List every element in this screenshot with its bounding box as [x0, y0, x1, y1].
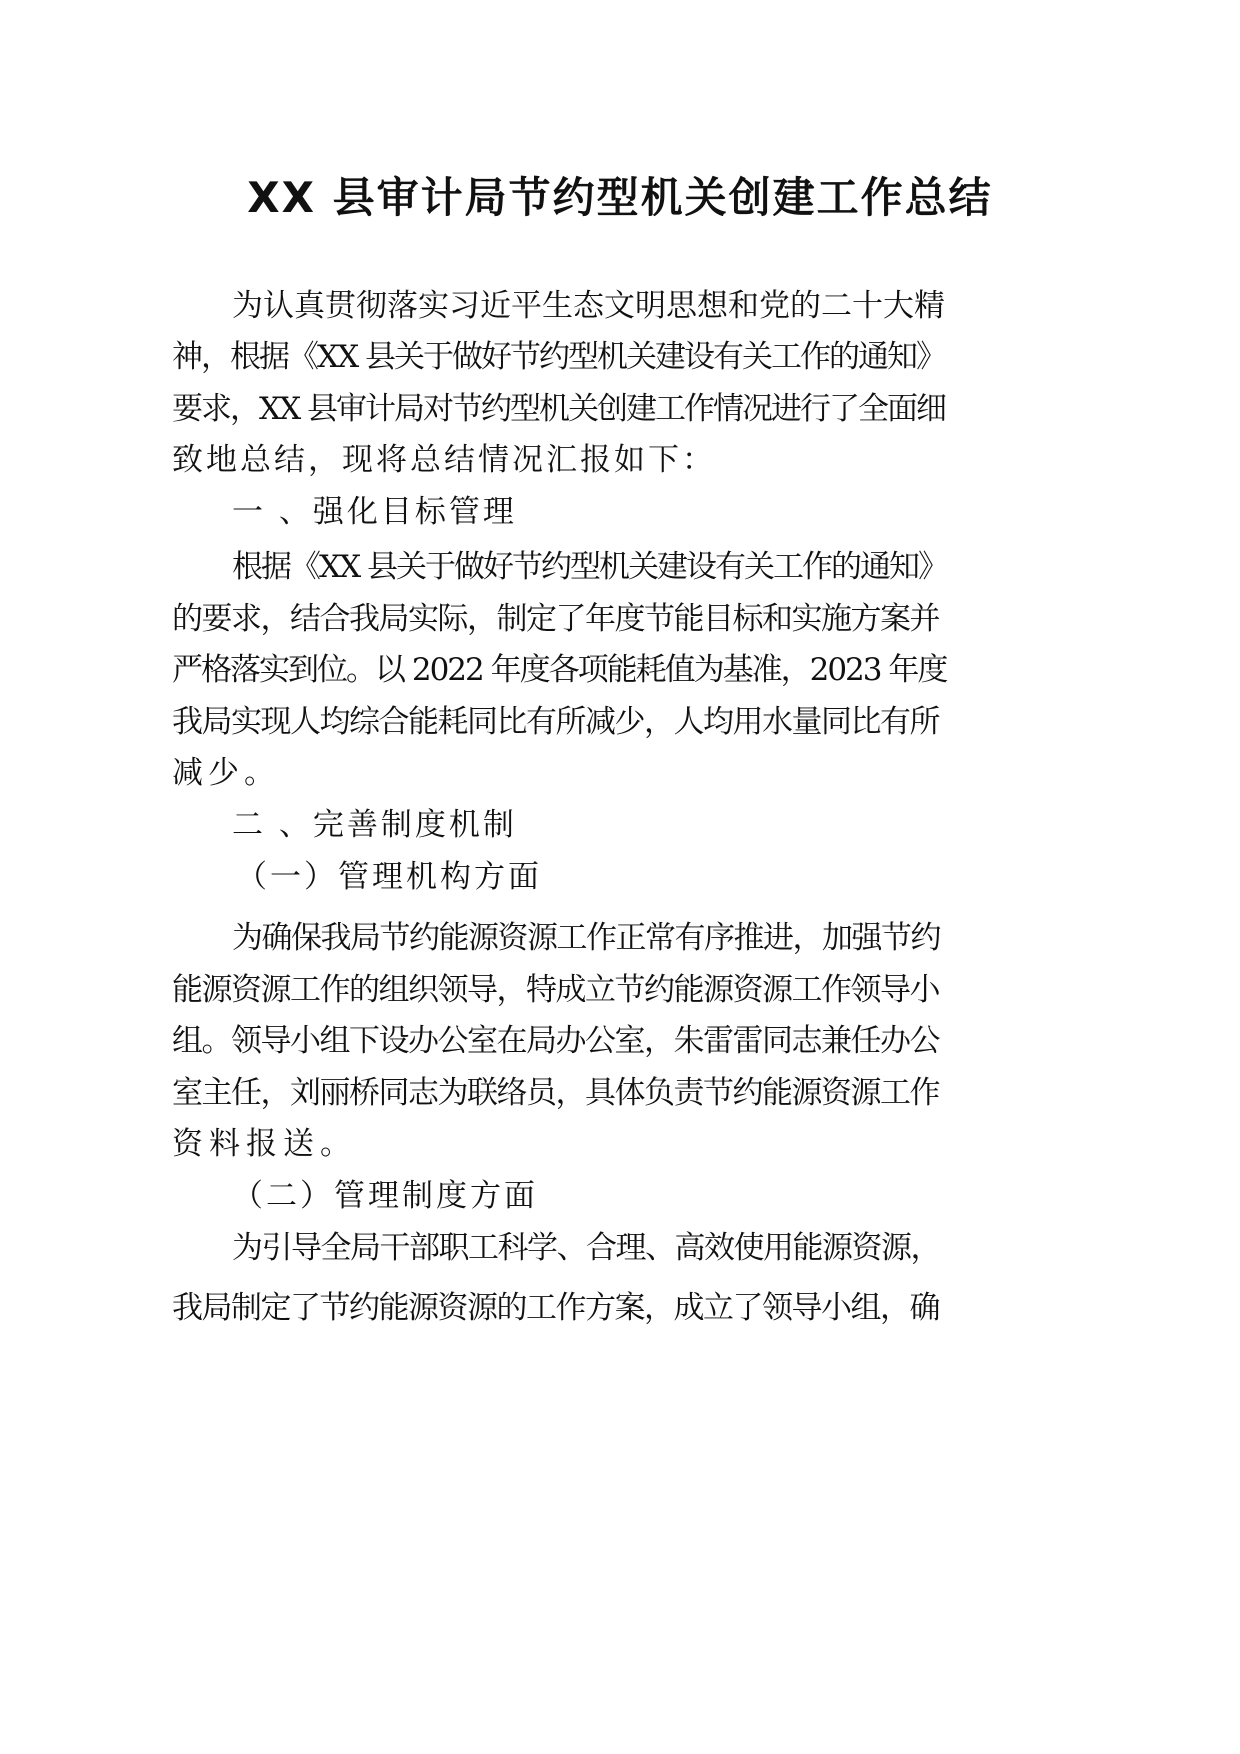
text-line-content: 能源资源工作的组织领导，特成立节约能源资源工作领导小 [172, 972, 939, 1008]
text-line-content: 我局实现人均综合能耗同比有所减少，人均用水量同比有所 [172, 704, 939, 740]
subsection-heading-text: （二）管理制度方面 [232, 1178, 538, 1214]
text-line-content: 我局制定了节约能源资源的工作方案，成立了领导小组，确 [172, 1290, 939, 1326]
subsection-heading-text: （一）管理机构方面 [236, 859, 542, 895]
text-line-content: 要求，XX 县审计局对节约型机关创建工作情况进行了全面细 [172, 391, 945, 427]
text-line-content: 资料报送。 [172, 1126, 357, 1162]
text-line-content: 为认真贯彻落实习近平生态文明思想和党的二十大精 [232, 288, 945, 324]
section-heading-text: 一 、强化目标管理 [232, 494, 517, 530]
text-line-content: 减少。 [172, 755, 280, 791]
text-line-content: 根据《XX 县关于做好节约型机关建设有关工作的通知》 [232, 549, 947, 585]
text-line-content: 致地总结，现将总结情况汇报如下： [172, 442, 716, 478]
text-line-content: 组。领导小组下设办公室在局办公室，朱雷雷同志兼任办公 [172, 1023, 939, 1059]
text-line-content: 神，根据《XX 县关于做好节约型机关建设有关工作的通知》 [172, 339, 945, 375]
text-line-content: 为确保我局节约能源资源工作正常有序推进，加强节约 [232, 920, 940, 956]
text-line-content: 的要求，结合我局实际，制定了年度节能目标和实施方案并 [172, 601, 939, 637]
text-line-content: 严格落实到位。以 2022 年度各项能耗值为基准，2023 年度 [172, 652, 947, 688]
section-heading-text: 二 、完善制度机制 [232, 807, 517, 843]
text-line-content: 室主任，刘丽桥同志为联络员，具体负责节约能源资源工作 [172, 1075, 939, 1111]
document-title: XX 县审计局节约型机关创建工作总结 [247, 173, 993, 222]
text-line-content: 为引导全局干部职工科学、合理、高效使用能源资源， [232, 1230, 940, 1266]
